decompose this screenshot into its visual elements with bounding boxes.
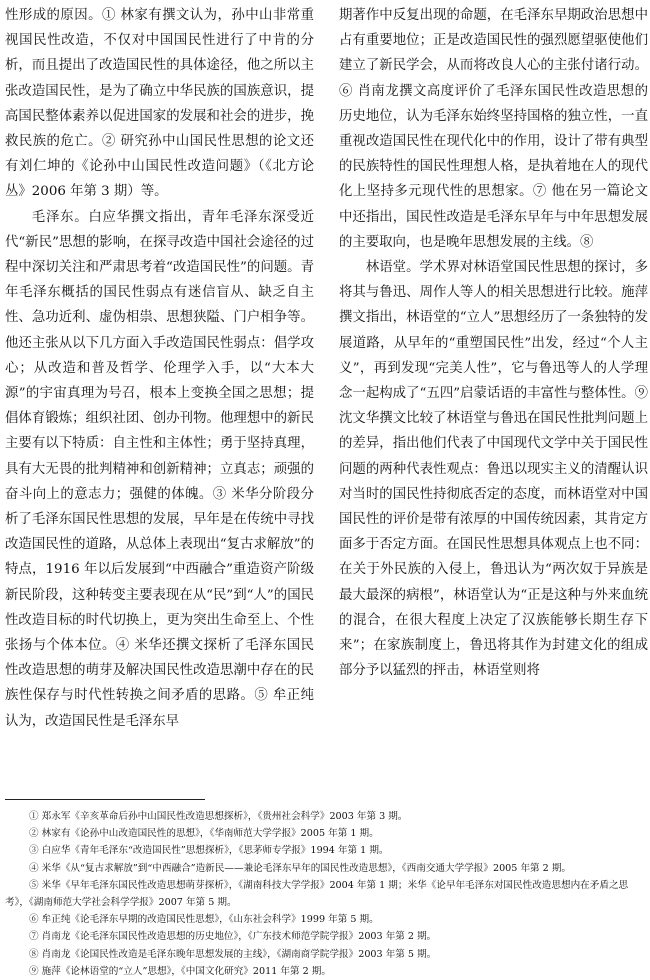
left-paragraph-2: 毛泽东。白应华撰文指出，青年毛泽东深受近代“新民”思想的影响，在探寻改造中国社会途径的过程中深切关注和严肃思考着“改造国民性”的问题。青年毛泽东概括的国民性弱点有迷信盲从、缺乏自主性、急功近利、虚伪相祟、思想狭隘、门户相争等。他还主张从以下几方面入手改造国民性弱点：倡学攻心；从改造和普及哲学、伦理学入手，以“大本大源”的宇宙真理为号召，根本上变换全国之思想；提倡体育锻炼；组织社团、创办刊物。他理想中的新民主要有以下特质：自主性和主体性；勇于坚持真理，具有大无畏的批判精神和创新精神；立真志；顽强的奋斗向上的意志力；强健的体魄。③ 米华分阶段分析了毛泽东国民性思想的发展，早年是在传统中寻找改造国民性的道路，从总体上表现出“复古求解放”的特点，1916 年以后发展到“中西融合”重造资产阶级新民阶段，这种转变主要表现在从“民”到“人”的国民性改造目标的时代切换上，更为突出生命至上、个性张扬与个体本位。④ 米华还撰文探析了毛泽东国民性改造思想的萌芽及解决国民性改造思潮中存在的民族性保存与时代性转换之间矛盾的思路。⑤ 牟正纯认为，改造国民性是毛泽东早 xyxy=(5,209,314,729)
footnote-separator xyxy=(5,799,205,800)
footnote-7: ⑦ 肖南龙《论毛泽东国民性改造思想的历史地位》，《广东技术师范学院学报》2003 年第 2 期。 xyxy=(29,931,437,943)
footnote-6: ⑥ 牟正纯《论毛泽东早期的改造国民性思想》，《山东社会科学》1999 年第 5 期。 xyxy=(29,914,379,926)
footnote-1: ① 郑永军《辛亥革命后孙中山国民性改造思想探析》，《贵州社会科学》2003 年第 3 期。 xyxy=(29,811,408,822)
right-column xyxy=(339,3,648,683)
footnote-5: ⑤ 米华《早年毛泽东国民性改造思想萌芽探析》，《湖南科技大学学报》2004 年第 1 期；米华《论早年毛泽东对国民性改造思想内在矛盾之思考》，《湖南师范大学社会科学学报》2007 年第 5 期。 xyxy=(5,879,629,909)
right-paragraph-2: 林语堂。学术界对林语堂国民性思想的探讨，多将其与鲁迅、周作人等人的相关思想进行比较。施萍撰文指出，林语堂的“立人”思想经历了一条独特的发展道路，从早年的“重塑国民性”出发，经过“个人主义”，再到发现“完美人性”，它与鲁迅等人的人学理念一起构成了“五四”启蒙话语的丰富性与整体性。⑨ 沈文华撰文比较了林语堂与鲁迅在国民性批判问题上的差异，指出他们代表了中国现代文学中关于国民性问题的两种代表性观点：鲁迅以现实主义的清醒认识对当时的国民性持彻底否定的态度，而林语堂对中国国民性的评价是带有浓厚的中国传统因素，其肯定方面多于否定方面。在国民性思想具体观点上也不同：在关于外民族的入侵上，鲁迅认为“两次奴于异族是最大最深的病根”，林语堂认为“正是这种与外来血统的混合，在很大程度上决定了汉族能够长期生存下来”；在家族制度上，鲁迅将其作为封建文化的组成部分予以猛烈的抨击，林语堂则将 xyxy=(339,260,648,679)
footnote-2: ② 林家有《论孙中山改造国民性的思想》，《华南师范大学学报》2005 年第 1 期。 xyxy=(29,828,379,840)
left-paragraph-1: 性形成的原因。① 林家有撰文认为，孙中山非常重视国民性改造，不仅对中国国民性进行了中肯的分析，而且提出了改造国民性的具体途径，他之所以主张改造国民性，是为了确立中华民族的国族意识，提高国民整体素养以促进国家的发展和社会的进步，挽救民族的危亡。② 研究孙中山国民性思想的论文还有刘仁坤的《论孙中山国民性改造问题》（《北方论丛》2006 年第 3 期）等。 xyxy=(5,8,314,200)
right-paragraph-1: 期著作中反复出现的命题，在毛泽东早期政治思想中占有重要地位；正是改造国民性的强烈愿望驱使他们建立了新民学会，从而将改良人心的主张付诸行动。⑥ 肖南龙撰文高度评价了毛泽东国民性改造思想的历史地位，认为毛泽东始终坚持国格的独立性，一直重视改造国民性在现代化中的作用，设计了带有典型的民族特性的国民性理想人格，是执着地在人的现代化上坚持多元现代性的思想家。⑦ 他在另一篇论文中还指出，国民性改造是毛泽东早年与中年思想发展的主要取向，也是晚年思想发展的主线。⑧ xyxy=(339,8,648,250)
footnotes xyxy=(5,808,645,980)
footnote-8: ⑧ 肖南龙《论国民性改造是毛泽东晚年思想发展的主线》，《湖南商学院学报》2003 年第 5 期。 xyxy=(29,948,437,960)
footnote-4: ④ 米华《从“复古求解放”到“中西融合”造新民——兼论毛泽东早年的国民性改造思想》，《西南交通大学学报》2005 年第 2 期。 xyxy=(29,862,572,874)
footnote-9: ⑨ 施萍《论林语堂的“立人”思想》，《中国文化研究》2011 年第 2 期。 xyxy=(29,965,331,977)
footnote-3: ③ 白应华《青年毛泽东“改造国民性”思想探析》，《思茅师专学报》1994 年第 1 期。 xyxy=(29,845,389,857)
left-column xyxy=(5,3,314,734)
